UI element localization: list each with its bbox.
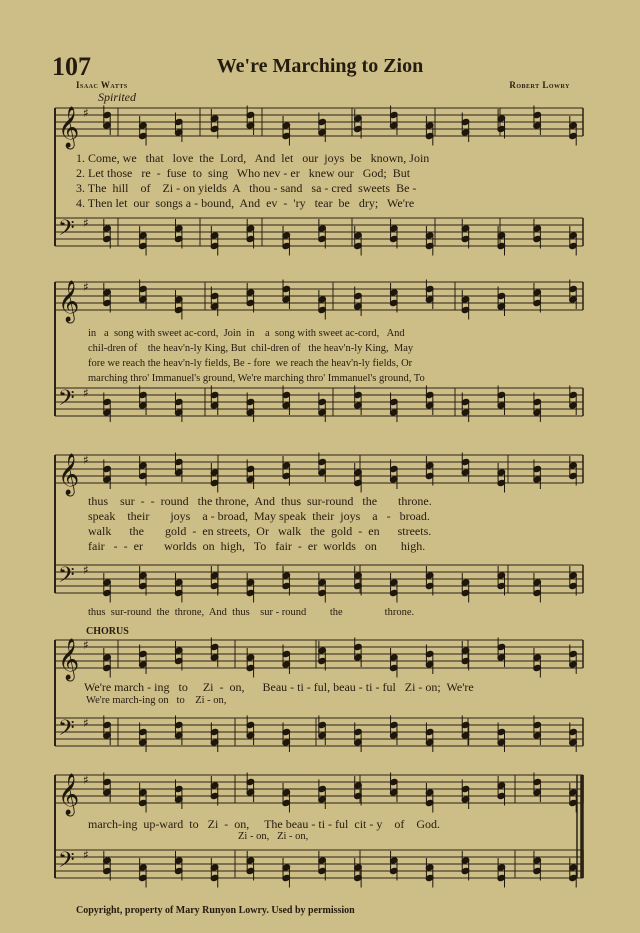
key-signature-sharp-icon: ♯ bbox=[83, 216, 89, 230]
lyric-s1-v2: 2. Let those re - fuse to sing Who nev - er knew our God; But bbox=[76, 166, 411, 180]
bass-clef-icon: 𝄢 bbox=[58, 386, 75, 416]
copyright-footer: Copyright, property of Mary Runyon Lowry. Used by permission bbox=[76, 905, 355, 916]
lyric-chorus-echo1: We're march-ing on to Zi - on, bbox=[86, 695, 227, 706]
key-signature-sharp-icon: ♯ bbox=[83, 280, 89, 294]
treble-clef-icon: 𝄞 bbox=[58, 107, 80, 148]
key-signature-sharp-icon: ♯ bbox=[83, 386, 89, 400]
lyric-s1-v1: 1. Come, we that love the Lord, And let our joys be known, Join bbox=[76, 151, 430, 165]
key-signature-sharp-icon: ♯ bbox=[83, 563, 89, 577]
key-signature-sharp-icon: ♯ bbox=[83, 638, 89, 652]
hymn-title: We're Marching to Zion bbox=[216, 55, 424, 77]
lyric-s1-v3: 3. The hill of Zi - on yields A thou - sand sa - cred sweets Be - bbox=[76, 181, 417, 195]
lyricist-credit: Isaac Watts bbox=[76, 80, 128, 90]
bass-clef-icon: 𝄢 bbox=[58, 716, 75, 746]
bass-clef-icon: 𝄢 bbox=[58, 848, 75, 878]
bass-clef-icon: 𝄢 bbox=[58, 563, 75, 593]
key-signature-sharp-icon: ♯ bbox=[83, 773, 89, 787]
lyric-s3-v2: speak their joys a - broad, May speak their joys a - broad. bbox=[88, 509, 430, 523]
lyric-chorus-line2: march-ing up-ward to Zi - on, The beau - ti - ful cit - y of God. bbox=[88, 817, 441, 831]
lyric-s3-bass: thus sur-round the throne, And thus sur - round the throne. bbox=[88, 607, 415, 618]
lyric-s2-v3: fore we reach the heav'n-ly fields, Be - fore we reach the heav'n-ly fields, Or bbox=[88, 358, 413, 369]
hymn-number: 107 bbox=[52, 52, 91, 81]
key-signature-sharp-icon: ♯ bbox=[83, 848, 89, 862]
tempo-marking: Spirited bbox=[98, 90, 136, 104]
key-signature-sharp-icon: ♯ bbox=[83, 453, 89, 467]
lyric-s1-v4: 4. Then let our songs a - bound, And ev - 'ry tear be dry; We're bbox=[76, 196, 415, 210]
lyric-s2-v2: chil-dren of the heav'n-ly King, But chil-dren of the heav'n-ly King, May bbox=[88, 343, 414, 354]
composer-credit: Robert Lowry bbox=[509, 80, 570, 90]
bass-clef-icon: 𝄢 bbox=[58, 216, 75, 246]
lyric-s3-v1: thus sur - - round the throne, And thus sur-round the throne. bbox=[88, 494, 432, 508]
treble-clef-icon: 𝄞 bbox=[58, 774, 80, 815]
treble-clef-icon: 𝄞 bbox=[58, 639, 80, 680]
key-signature-sharp-icon: ♯ bbox=[83, 716, 89, 730]
lyric-s2-v1: in a song with sweet ac-cord, Join in a song with sweet ac-cord, And bbox=[88, 328, 405, 339]
chorus-label: CHORUS bbox=[86, 626, 129, 637]
lyric-s3-v3: walk the gold - en streets, Or walk the gold - en streets. bbox=[88, 524, 432, 538]
lyric-chorus-line1: We're march - ing to Zi - on, Beau - ti - ful, beau - ti - ful Zi - on; We're bbox=[84, 680, 474, 694]
lyric-s2-v4: marching thro' Immanuel's ground, We're marching thro' Immanuel's ground, To bbox=[88, 373, 425, 384]
lyric-chorus-echo2: Zi - on, Zi - on, bbox=[238, 831, 309, 842]
treble-clef-icon: 𝄞 bbox=[58, 454, 80, 495]
key-signature-sharp-icon: ♯ bbox=[83, 106, 89, 120]
treble-clef-icon: 𝄞 bbox=[58, 281, 80, 322]
lyric-s3-v4: fair - - er worlds on high, To fair - er worlds on high. bbox=[88, 539, 426, 553]
